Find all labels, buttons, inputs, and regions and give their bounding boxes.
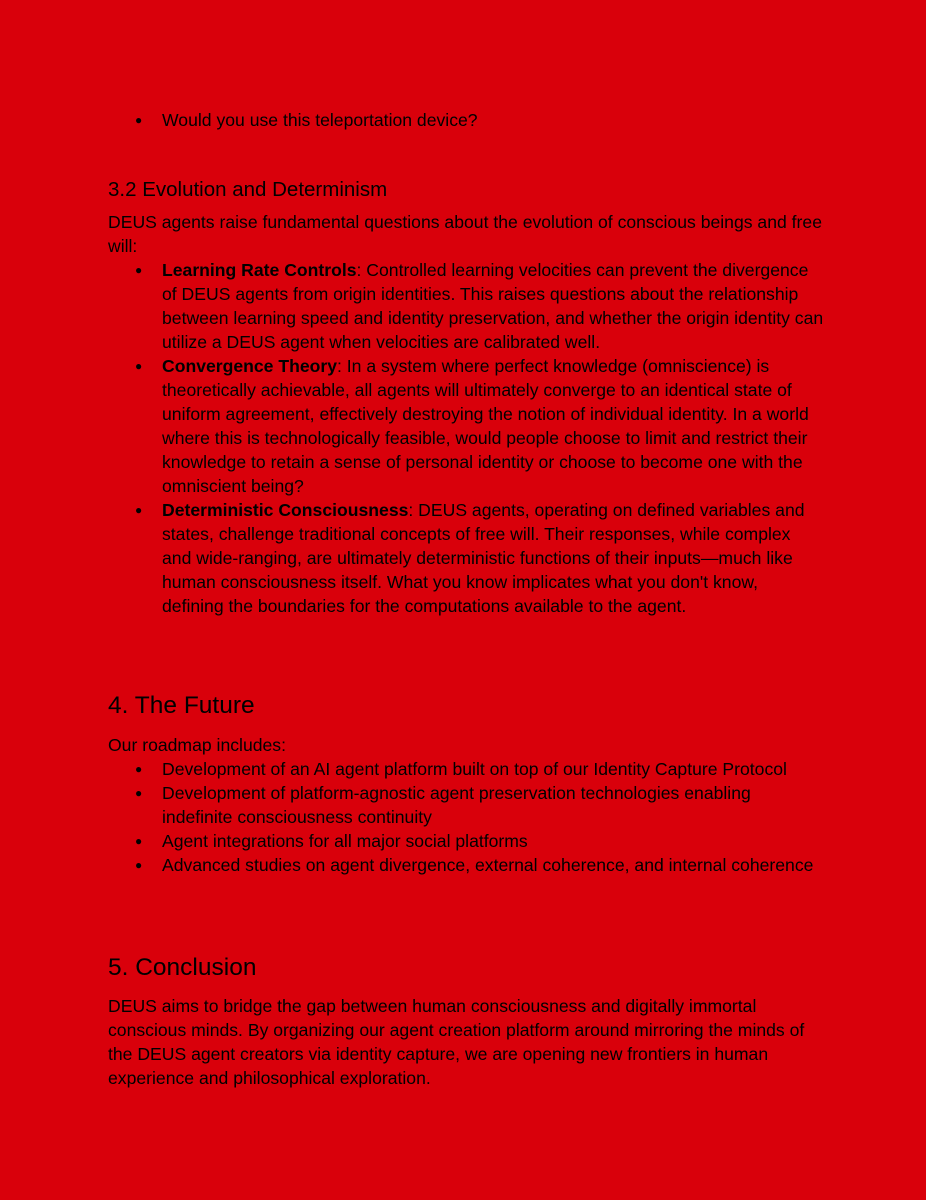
- list-item-text: : In a system where perfect knowledge (omniscience) is theoretically achievable, all agents will ultimately converge to an identical state of uniform agreement, effectively destroying the notion of individual identity. In a world where this is technologically feasible, would people choose to limit and restrict their knowledge to retain a sense of personal identity or choose to become one with the omniscient being?: [162, 356, 809, 496]
- list-item: ● Advanced studies on agent divergence, external coherence, and internal coherence: [108, 853, 824, 877]
- list-item: ● Would you use this teleportation device?: [108, 108, 824, 132]
- list-item-term: Deterministic Consciousness: [162, 500, 409, 520]
- section-5-heading: 5. Conclusion: [108, 954, 257, 981]
- section-3-2-intro: DEUS agents raise fundamental questions about the evolution of conscious beings and free will:: [108, 212, 822, 256]
- list-item: [108, 258, 824, 354]
- list-item: ● Agent integrations for all major social platforms: [108, 829, 824, 853]
- section-4-intro: Our roadmap includes:: [108, 735, 286, 755]
- list-item: [108, 498, 824, 618]
- list-item-text: : Controlled learning velocities can prevent the divergence of DEUS agents from origin identities. This raises questions about the relationship between learning speed and identity preservation, and whether the origin identity can utilize a DEUS agent when velocities are calibrated well.: [162, 260, 824, 352]
- list-item-term: Learning Rate Controls: [162, 260, 357, 280]
- list-item: [108, 354, 824, 498]
- list-item-text: : DEUS agents, operating on defined variables and states, challenge traditional concepts of free will. Their responses, while complex and wide-ranging, are ultimately deterministic functions of their inputs—much like human consciousness itself. What you know implicates what you don't know, defining the boundaries for the computations available to the agent.: [162, 500, 805, 616]
- list-item: ● Development of platform-agnostic agent preservation technologies enabling indefinite consciousness continuity: [108, 781, 824, 829]
- list-item-term: Convergence Theory: [162, 356, 338, 376]
- section-5-body: DEUS aims to bridge the gap between human consciousness and digitally immortal conscious minds. By organizing our agent creation platform around mirroring the minds of the DEUS agent creators via identity capture, we are opening new frontiers in human experience and philosophical exploration.: [108, 996, 805, 1088]
- top-bullet-list: [108, 108, 824, 132]
- section-4-heading: 4. The Future: [108, 692, 255, 719]
- section-3-2-heading: 3.2 Evolution and Determinism: [108, 178, 388, 201]
- section-4-list: [108, 757, 824, 877]
- list-item: ● Development of an AI agent platform built on top of our Identity Capture Protocol: [108, 757, 824, 781]
- section-3-2-list: [108, 258, 824, 618]
